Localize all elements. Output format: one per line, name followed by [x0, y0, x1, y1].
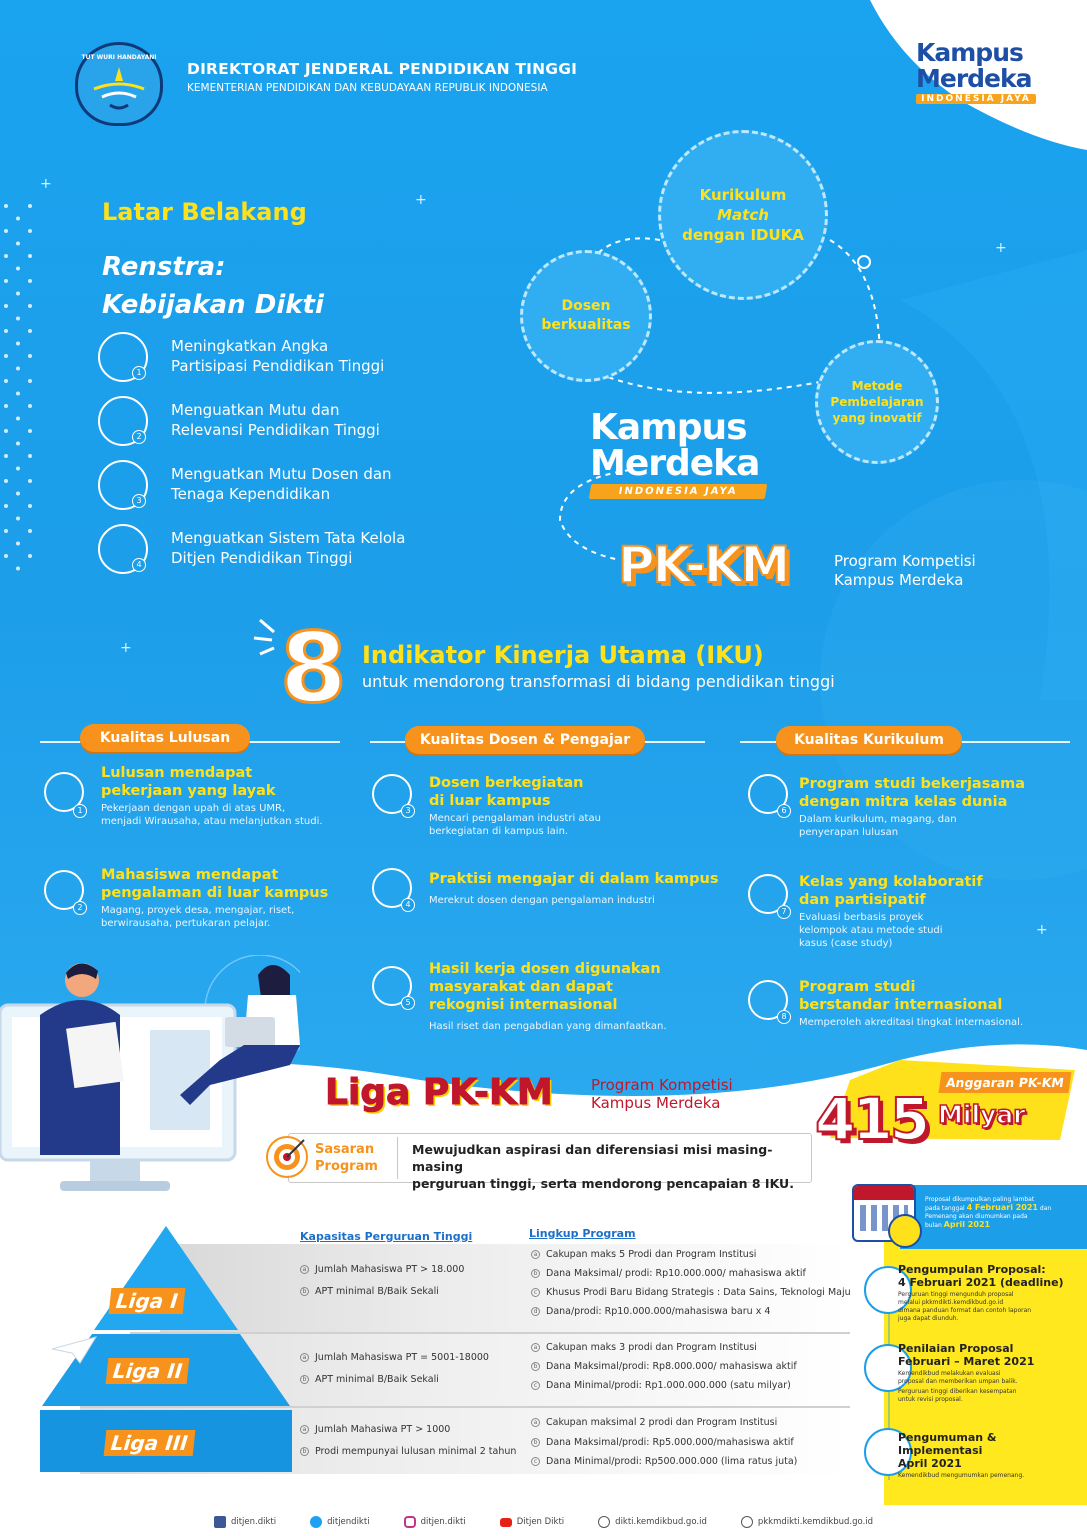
- dot: [4, 204, 8, 208]
- timeline-step-desc: untuk revisi proposal.: [898, 1396, 963, 1403]
- budget-amount: 415: [815, 1085, 928, 1153]
- iku-item-desc: Mencari pengalaman industri atau: [429, 813, 601, 824]
- iku-item: [429, 870, 719, 907]
- kapasitas-text: Prodi mempunyai lulusan minimal 2 tahun: [315, 1446, 517, 1457]
- latar-belakang-title: Latar Belakang: [102, 198, 307, 226]
- iku-item-title: dan partisipatif: [799, 892, 926, 908]
- column-header-kapasitas: Kapasitas Perguruan Tinggi: [300, 1230, 473, 1243]
- dot: [16, 567, 20, 571]
- timeline-step-desc: juga dapat diunduh.: [898, 1315, 959, 1322]
- lingkup-item: [531, 1380, 791, 1391]
- sparkle-icon: +: [40, 176, 52, 192]
- dot: [16, 292, 20, 296]
- iku-item-desc: menjadi Wirausaha, atau melanjutkan studi.: [101, 816, 323, 827]
- bullet: b: [300, 1375, 309, 1384]
- header-title: DIREKTORAT JENDERAL PENDIDIKAN TINGGI: [187, 60, 578, 78]
- note-date: 4 Februari 2021: [966, 1203, 1038, 1212]
- bullet: b: [531, 1362, 540, 1371]
- iku-item-desc: Magang, proyek desa, mengajar, riset,: [101, 905, 295, 916]
- iku-title: Indikator Kinerja Utama (IKU): [362, 641, 764, 669]
- iku-number-badge: 2: [73, 901, 87, 915]
- bullet: a: [300, 1425, 309, 1434]
- timeline-step-title: Implementasi: [898, 1444, 983, 1457]
- bullet: a: [300, 1353, 309, 1362]
- paper-plane-icon: [50, 1335, 100, 1365]
- bullet: b: [300, 1287, 309, 1296]
- iku-item-desc: Evaluasi berbasis proyek: [799, 912, 924, 923]
- iku-item-title: berstandar internasional: [799, 997, 1003, 1013]
- iku-item-title: Hasil kerja dosen digunakan: [429, 961, 661, 977]
- lingkup-text: Khusus Prodi Baru Bidang Strategis : Data Sains, Teknologi Maju: [546, 1287, 851, 1298]
- note-text: pada tanggal: [925, 1205, 967, 1212]
- sparkle-icon: +: [1036, 922, 1048, 938]
- dot: [4, 304, 8, 308]
- dot: [16, 442, 20, 446]
- iku-item-title: Program studi: [799, 979, 916, 995]
- policy-number: 3: [132, 494, 146, 508]
- timeline-step: [898, 1263, 1083, 1323]
- pkkm-subtitle: [834, 552, 976, 590]
- lingkup-text: Dana/prodi: Rp10.000.000/mahasiswa baru x 4: [546, 1306, 771, 1317]
- liga-subtitle: [591, 1076, 733, 1112]
- iku-item-title: Dosen berkegiatan: [429, 775, 584, 791]
- iku-number-badge: 4: [401, 898, 415, 912]
- iku-item-desc: penyerapan lulusan: [799, 827, 899, 838]
- dot: [28, 354, 32, 358]
- pillar-text: yang inovatif: [832, 411, 922, 425]
- iku-number-badge: 7: [777, 905, 791, 919]
- globe-icon: [741, 1516, 753, 1528]
- dot: [4, 554, 8, 558]
- dot: [4, 404, 8, 408]
- iku-item: [429, 960, 719, 1033]
- budget-tag: Anggaran PK-KM: [939, 1072, 1072, 1093]
- timeline-step: [898, 1342, 1083, 1404]
- lingkup-text: Dana Maksimal/prodi: Rp8.000.000/ mahasiswa aktif: [546, 1361, 797, 1372]
- column-header-lingkup: Lingkup Program: [529, 1227, 636, 1240]
- iku-item-desc: Merekrut dosen dengan pengalaman industri: [429, 895, 655, 906]
- dot: [16, 242, 20, 246]
- kapasitas-item: [300, 1352, 489, 1363]
- iku-item: [799, 978, 1069, 1029]
- policy-item: [98, 522, 438, 586]
- kapasitas-item: [300, 1264, 464, 1275]
- dot: [4, 229, 8, 233]
- iku-item-title: Praktisi mengajar di dalam kampus: [429, 871, 719, 887]
- pillar-metode: [815, 340, 939, 464]
- iku-item-title: di luar kampus: [429, 793, 551, 809]
- liga-1-label: Liga I: [109, 1288, 186, 1314]
- timeline-step-desc: Kemendikbud mengumumkan pemenang.: [898, 1472, 1025, 1479]
- footer-twitter[interactable]: [310, 1516, 369, 1528]
- globe-icon: [598, 1516, 610, 1528]
- policy-text: [171, 528, 405, 568]
- policy-number: 1: [132, 366, 146, 380]
- footer-label: ditjen.dikti: [420, 1517, 466, 1527]
- policy-line: Menguatkan Sistem Tata Kelola: [171, 529, 406, 547]
- policy-line: Meningkatkan Angka: [171, 337, 329, 355]
- timeline-step-title: 4 Februari 2021 (deadline): [898, 1276, 1064, 1289]
- lingkup-item: [531, 1456, 797, 1467]
- pillar-text: Pembelajaran: [830, 395, 924, 409]
- policy-item: [98, 330, 438, 394]
- footer-label: ditjen.dikti: [230, 1517, 277, 1527]
- kapasitas-text: Jumlah Mahasiwa PT > 1000: [315, 1424, 451, 1435]
- lingkup-item: [531, 1417, 777, 1428]
- lingkup-item: [531, 1361, 797, 1372]
- km-logo-line2: Merdeka: [590, 443, 760, 484]
- dot: [28, 229, 32, 233]
- dot: [28, 404, 32, 408]
- iku-item-title: Lulusan mendapat: [101, 765, 253, 781]
- iku-item-title: rekognisi internasional: [429, 997, 618, 1013]
- kapasitas-text: APT minimal B/Baik Sekali: [315, 1374, 439, 1385]
- footer-label: ditjendikti: [327, 1517, 370, 1527]
- pkkm-sub-line: Program Kompetisi: [834, 552, 976, 570]
- policy-text: [171, 464, 392, 504]
- sasaran-label: [315, 1141, 378, 1175]
- renstra-line1: Renstra:: [102, 252, 226, 282]
- lingkup-item: [531, 1249, 756, 1260]
- kampus-merdeka-logo: [916, 40, 1056, 112]
- policy-line: Relevansi Pendidikan Tinggi: [171, 421, 380, 439]
- bullet: d: [531, 1307, 540, 1316]
- policy-text: [171, 336, 384, 376]
- timeline-step-desc: Perguruan tinggi diberikan kesempatan: [898, 1388, 1017, 1395]
- dot: [4, 379, 8, 383]
- kapasitas-item: [300, 1286, 439, 1297]
- footer: [0, 1508, 1087, 1536]
- kampus-merdeka-logo-center: [590, 407, 790, 499]
- lingkup-text: Dana Minimal/prodi: Rp500.000.000 (lima ratus juta): [546, 1456, 798, 1467]
- km-logo-line1: Kampus: [590, 407, 747, 448]
- iku-number-badge: 6: [777, 804, 791, 818]
- pillar-text: berkualitas: [541, 317, 631, 333]
- iku-item-desc: berkegiatan di kampus lain.: [429, 826, 569, 837]
- bullet: c: [531, 1288, 540, 1297]
- timeline-step: [898, 1431, 1083, 1480]
- footer-youtube[interactable]: [500, 1517, 564, 1527]
- lingkup-text: Cakupan maks 5 Prodi dan Program Institusi: [546, 1249, 757, 1260]
- iku-item-desc: Memperoleh akreditasi tingkat internasional.: [799, 1017, 1024, 1028]
- timeline-step-desc: melalui pkkmdikti.kemdikbud.go.id: [898, 1299, 1004, 1306]
- iku-item-title: dengan mitra kelas dunia: [799, 794, 1008, 810]
- timeline-step-title: Februari – Maret 2021: [898, 1355, 1035, 1368]
- footer-instagram[interactable]: [404, 1516, 466, 1528]
- km-logo-tag: INDONESIA JAYA: [589, 484, 768, 499]
- dot: [4, 529, 8, 533]
- kapasitas-text: APT minimal B/Baik Sekali: [315, 1286, 439, 1297]
- lingkup-text: Cakupan maksimal 2 prodi dan Program Institusi: [546, 1417, 778, 1428]
- liga-pkkm-title: Liga PK-KM: [325, 1072, 553, 1113]
- pkkm-title: PK-KM: [618, 536, 789, 594]
- lingkup-item: [531, 1268, 806, 1279]
- lingkup-item: [531, 1306, 770, 1317]
- dot: [4, 504, 8, 508]
- dot: [16, 217, 20, 221]
- kapasitas-text: Jumlah Mahasiswa PT = 5001-18000: [315, 1352, 489, 1363]
- sasaran-text-line: perguruan tinggi, serta mendorong pencapaian 8 IKU.: [412, 1176, 794, 1191]
- footer-website-pkkm[interactable]: [741, 1516, 873, 1528]
- dot: [16, 492, 20, 496]
- iku-item-desc: kasus (case study): [799, 938, 893, 949]
- category-kualitas-lulusan: Kualitas Lulusan: [80, 724, 250, 752]
- timeline-step-title: Penilaian Proposal: [898, 1342, 1014, 1355]
- policy-line: Menguatkan Mutu dan: [171, 401, 340, 419]
- lingkup-text: Dana Minimal/prodi: Rp1.000.000.000 (satu milyar): [546, 1380, 791, 1391]
- iku-subtitle: untuk mendorong transformasi di bidang pendidikan tinggi: [362, 672, 835, 691]
- target-icon: [264, 1134, 310, 1180]
- bullet: a: [531, 1418, 540, 1427]
- note-text: dan: [1038, 1205, 1052, 1212]
- footer-facebook[interactable]: [214, 1516, 276, 1528]
- category-kualitas-kurikulum: Kualitas Kurikulum: [776, 726, 962, 754]
- header-subtitle: KEMENTERIAN PENDIDIKAN DAN KEBUDAYAAN REPUBLIK INDONESIA: [187, 82, 548, 94]
- policy-line: Menguatkan Mutu Dosen dan: [171, 465, 392, 483]
- timeline-step-title: Pengumpulan Proposal:: [898, 1263, 1046, 1276]
- clock-icon: [888, 1214, 922, 1248]
- iku-item-desc: Pekerjaan dengan upah di atas UMR,: [101, 803, 286, 814]
- dot: [16, 517, 20, 521]
- lingkup-item: [531, 1287, 851, 1298]
- km-logo-line1: Kampus: [916, 38, 1023, 67]
- policy-line: Partisipasi Pendidikan Tinggi: [171, 357, 385, 375]
- dot-pattern: [0, 200, 40, 580]
- bullet: c: [531, 1457, 540, 1466]
- bullet: b: [531, 1438, 540, 1447]
- sasaran-text: [412, 1141, 807, 1192]
- footer-label: pkkmdikti.kemdikbud.go.id: [757, 1517, 874, 1527]
- policy-number: 4: [132, 558, 146, 572]
- iku-item: [101, 866, 361, 930]
- category-kualitas-dosen: Kualitas Dosen & Pengajar: [405, 726, 645, 754]
- policy-number: 2: [132, 430, 146, 444]
- pillar-text: Kurikulum: [699, 186, 787, 204]
- dot: [4, 254, 8, 258]
- dot: [28, 254, 32, 258]
- sparkle-icon: +: [415, 192, 427, 208]
- pkkm-sub-line: Kampus Merdeka: [834, 571, 964, 589]
- sasaran-text-line: Mewujudkan aspirasi dan diferensiasi misi masing-masing: [412, 1142, 773, 1174]
- footer-label: dikti.kemdikbud.go.id: [615, 1517, 707, 1527]
- policy-item: [98, 394, 438, 458]
- liga-sub-line: Program Kompetisi: [591, 1076, 733, 1094]
- policy-line: Ditjen Pendidikan Tinggi: [171, 549, 353, 567]
- iku-item-title: pengalaman di luar kampus: [101, 885, 329, 901]
- iku-item-title: masyarakat dan dapat: [429, 979, 613, 995]
- dot: [16, 417, 20, 421]
- iku-item-desc: Hasil riset dan pengabdian yang dimanfaatkan.: [429, 1021, 667, 1032]
- dot: [4, 329, 8, 333]
- kapasitas-item: [300, 1424, 450, 1435]
- timeline-step-desc: dimana panduan format dan contoh laporan: [898, 1307, 1032, 1314]
- pillar-dosen: [520, 250, 652, 382]
- pillar-text: dengan IDUKA: [682, 226, 804, 244]
- dot: [16, 367, 20, 371]
- budget-unit: Milyar: [938, 1100, 1026, 1129]
- iku-number-badge: 8: [777, 1010, 791, 1024]
- pillar-kurikulum: [658, 130, 828, 300]
- iku-item-desc: Dalam kurikulum, magang, dan: [799, 814, 957, 825]
- iku-item: [799, 775, 1069, 839]
- iku-item-desc: kelompok atau metode studi: [799, 925, 943, 936]
- dot: [28, 329, 32, 333]
- pillar-text: Match: [717, 206, 769, 224]
- timeline-step-title: Pengumuman &: [898, 1431, 997, 1444]
- timeline-step-desc: Perguruan tinggi mengunduh proposal: [898, 1291, 1014, 1298]
- dot: [16, 317, 20, 321]
- timeline-note-line: Proposal dikumpulkan paling lambat: [925, 1196, 1035, 1203]
- km-logo-line2: Merdeka: [916, 64, 1032, 93]
- dot: [28, 379, 32, 383]
- liga-3-label: Liga III: [104, 1430, 195, 1456]
- sparkle-icon: +: [120, 640, 132, 656]
- iku-item-title: Program studi bekerjasama: [799, 776, 1026, 792]
- timeline-note: [925, 1196, 1085, 1230]
- footer-label: Ditjen Dikti: [516, 1517, 565, 1527]
- dot: [4, 479, 8, 483]
- dot: [4, 354, 8, 358]
- sasaran-label-line: Program: [315, 1159, 378, 1174]
- bullet: c: [531, 1381, 540, 1390]
- facebook-icon: [214, 1516, 226, 1528]
- dot: [16, 342, 20, 346]
- dot: [28, 479, 32, 483]
- lingkup-item: [531, 1342, 757, 1353]
- dot: [28, 204, 32, 208]
- instagram-icon: [404, 1516, 416, 1528]
- iku-item: [101, 764, 361, 828]
- iku-item: [799, 873, 1069, 950]
- km-logo-tag: INDONESIA JAYA: [916, 94, 1036, 104]
- lingkup-item: [531, 1437, 794, 1448]
- dot: [28, 279, 32, 283]
- timeline-note-line: [925, 1221, 1085, 1230]
- pillar-text: Dosen: [561, 298, 611, 314]
- timeline-note-line: Pemenang akan diumumkan pada: [925, 1213, 1028, 1220]
- bullet: a: [531, 1250, 540, 1259]
- bullet: a: [300, 1265, 309, 1274]
- illustration-people-computer: [0, 955, 300, 1195]
- iku-item-title: Mahasiswa mendapat: [101, 867, 279, 883]
- dot: [16, 542, 20, 546]
- bullet: b: [300, 1447, 309, 1456]
- dot: [4, 454, 8, 458]
- sparkle-icon: +: [995, 240, 1007, 256]
- note-text: bulan: [925, 1222, 944, 1229]
- timeline-step-title: April 2021: [898, 1457, 962, 1470]
- sasaran-label-line: Sasaran: [315, 1142, 375, 1157]
- renstra-heading: [102, 248, 324, 324]
- timeline-step-desc: proposal dan memberikan umpan balik.: [898, 1378, 1018, 1385]
- footer-website-dikti[interactable]: [598, 1516, 707, 1528]
- liga-sub-line: Kampus Merdeka: [591, 1094, 721, 1112]
- iku-number: 8: [280, 612, 347, 724]
- divider: [397, 1137, 398, 1179]
- dot: [28, 554, 32, 558]
- youtube-icon: [500, 1518, 512, 1527]
- policy-list: [98, 330, 438, 586]
- kapasitas-item: [300, 1446, 516, 1457]
- dot: [4, 279, 8, 283]
- iku-number-badge: 1: [73, 804, 87, 818]
- dot: [28, 454, 32, 458]
- twitter-icon: [310, 1516, 322, 1528]
- iku-item-title: pekerjaan yang layak: [101, 783, 276, 799]
- lingkup-text: Cakupan maks 3 prodi dan Program Institusi: [546, 1342, 757, 1353]
- iku-item: [429, 774, 719, 838]
- kapasitas-item: [300, 1374, 439, 1385]
- policy-item: [98, 458, 438, 522]
- dot: [28, 304, 32, 308]
- bullet: a: [531, 1343, 540, 1352]
- liga-2-label: Liga II: [106, 1358, 190, 1384]
- seal-text: TUT WURI HANDAYANI: [81, 54, 157, 61]
- policy-text: [171, 400, 380, 440]
- dot: [16, 267, 20, 271]
- renstra-line2: Kebijakan Dikti: [102, 290, 324, 320]
- dot: [16, 467, 20, 471]
- dot: [4, 429, 8, 433]
- lingkup-text: Dana Maksimal/ prodi: Rp10.000.000/ mahasiswa aktif: [546, 1268, 806, 1279]
- timeline-step-desc: Kemendikbud melakukan evaluasi: [898, 1370, 1001, 1377]
- iku-number-badge: 3: [401, 804, 415, 818]
- note-date: April 2021: [943, 1220, 991, 1229]
- iku-number-badge: 5: [401, 996, 415, 1010]
- dot: [16, 392, 20, 396]
- iku-item-title: Kelas yang kolaboratif: [799, 874, 983, 890]
- timeline-note-line: [925, 1204, 1085, 1213]
- pillar-text: Metode: [851, 379, 903, 393]
- kapasitas-text: Jumlah Mahasiswa PT > 18.000: [315, 1264, 465, 1275]
- dot: [28, 429, 32, 433]
- policy-line: Tenaga Kependidikan: [171, 485, 331, 503]
- tut-wuri-handayani-logo: [75, 42, 163, 126]
- iku-item-desc: berwirausaha, pertukaran pelajar.: [101, 918, 271, 929]
- bullet: b: [531, 1269, 540, 1278]
- dot: [28, 504, 32, 508]
- lingkup-text: Dana Maksimal/prodi: Rp5.000.000/mahasiswa aktif: [546, 1437, 794, 1448]
- dot: [28, 529, 32, 533]
